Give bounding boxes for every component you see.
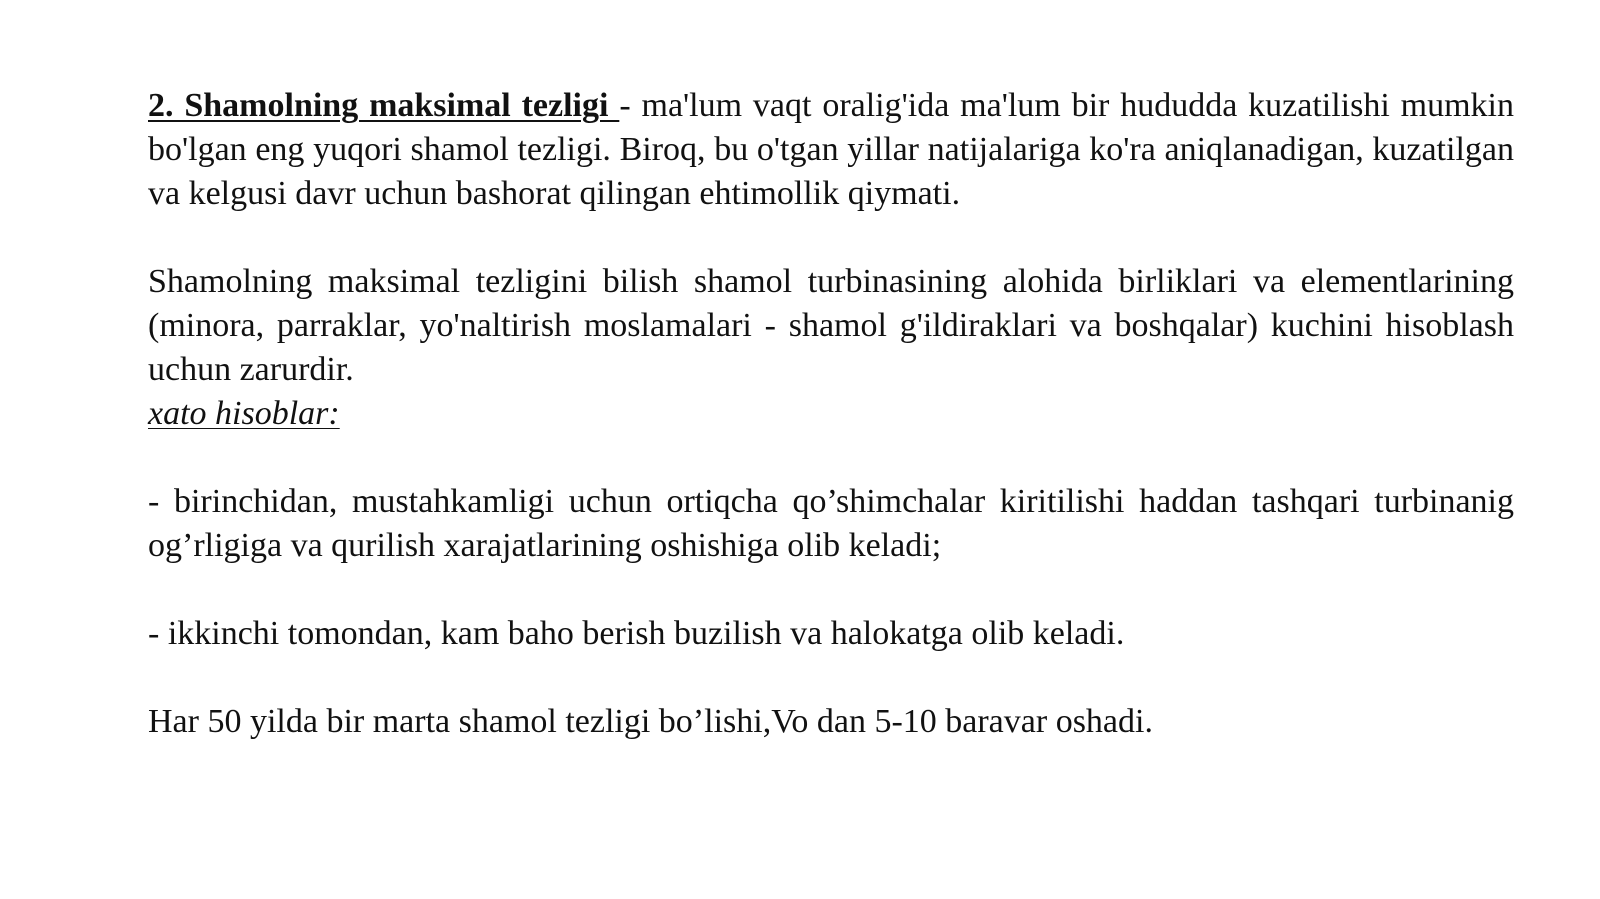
- importance-paragraph: Shamolning maksimal tezligini bilish shamol turbinasining alohida birliklari va elementlarining (minora, parraklar, yo'naltirish moslamalari - shamol g'ildiraklari va boshqalar) kuchini hisoblash uchun zarurdir.: [148, 263, 1514, 388]
- spacer: [148, 436, 1514, 480]
- definition-term: 2. Shamolning maksimal tezligi: [148, 87, 620, 124]
- conclusion-paragraph: Har 50 yilda bir marta shamol tezligi bo’lishi,Vo dan 5-10 baravar oshadi.: [148, 703, 1153, 740]
- definition-text: - ma'lum vaqt oralig'ida ma'lum bir hududda kuzatilishi mumkin bo'lgan eng yuqori shamol tezligi. Biroq, bu o'tgan yillar natijalariga ko'ra aniqlanadigan, kuzatilgan va kelgusi davr uchun bashorat qilingan ehtimollik qiymati.: [148, 87, 1514, 212]
- slide-content: [148, 84, 1514, 744]
- definition-paragraph: [148, 84, 1514, 216]
- spacer: [148, 568, 1514, 612]
- error-first-paragraph: - birinchidan, mustahkamligi uchun ortiqcha qo’shimchalar kiritilishi haddan tashqari turbinanig og’rligiga va qurilish xarajatlarining oshishiga olib keladi;: [148, 483, 1514, 564]
- spacer: [148, 216, 1514, 260]
- error-second-paragraph: - ikkinchi tomondan, kam baho berish buzilish va halokatga olib keladi.: [148, 615, 1125, 652]
- spacer: [148, 656, 1514, 700]
- errors-heading: xato hisoblar:: [148, 395, 340, 432]
